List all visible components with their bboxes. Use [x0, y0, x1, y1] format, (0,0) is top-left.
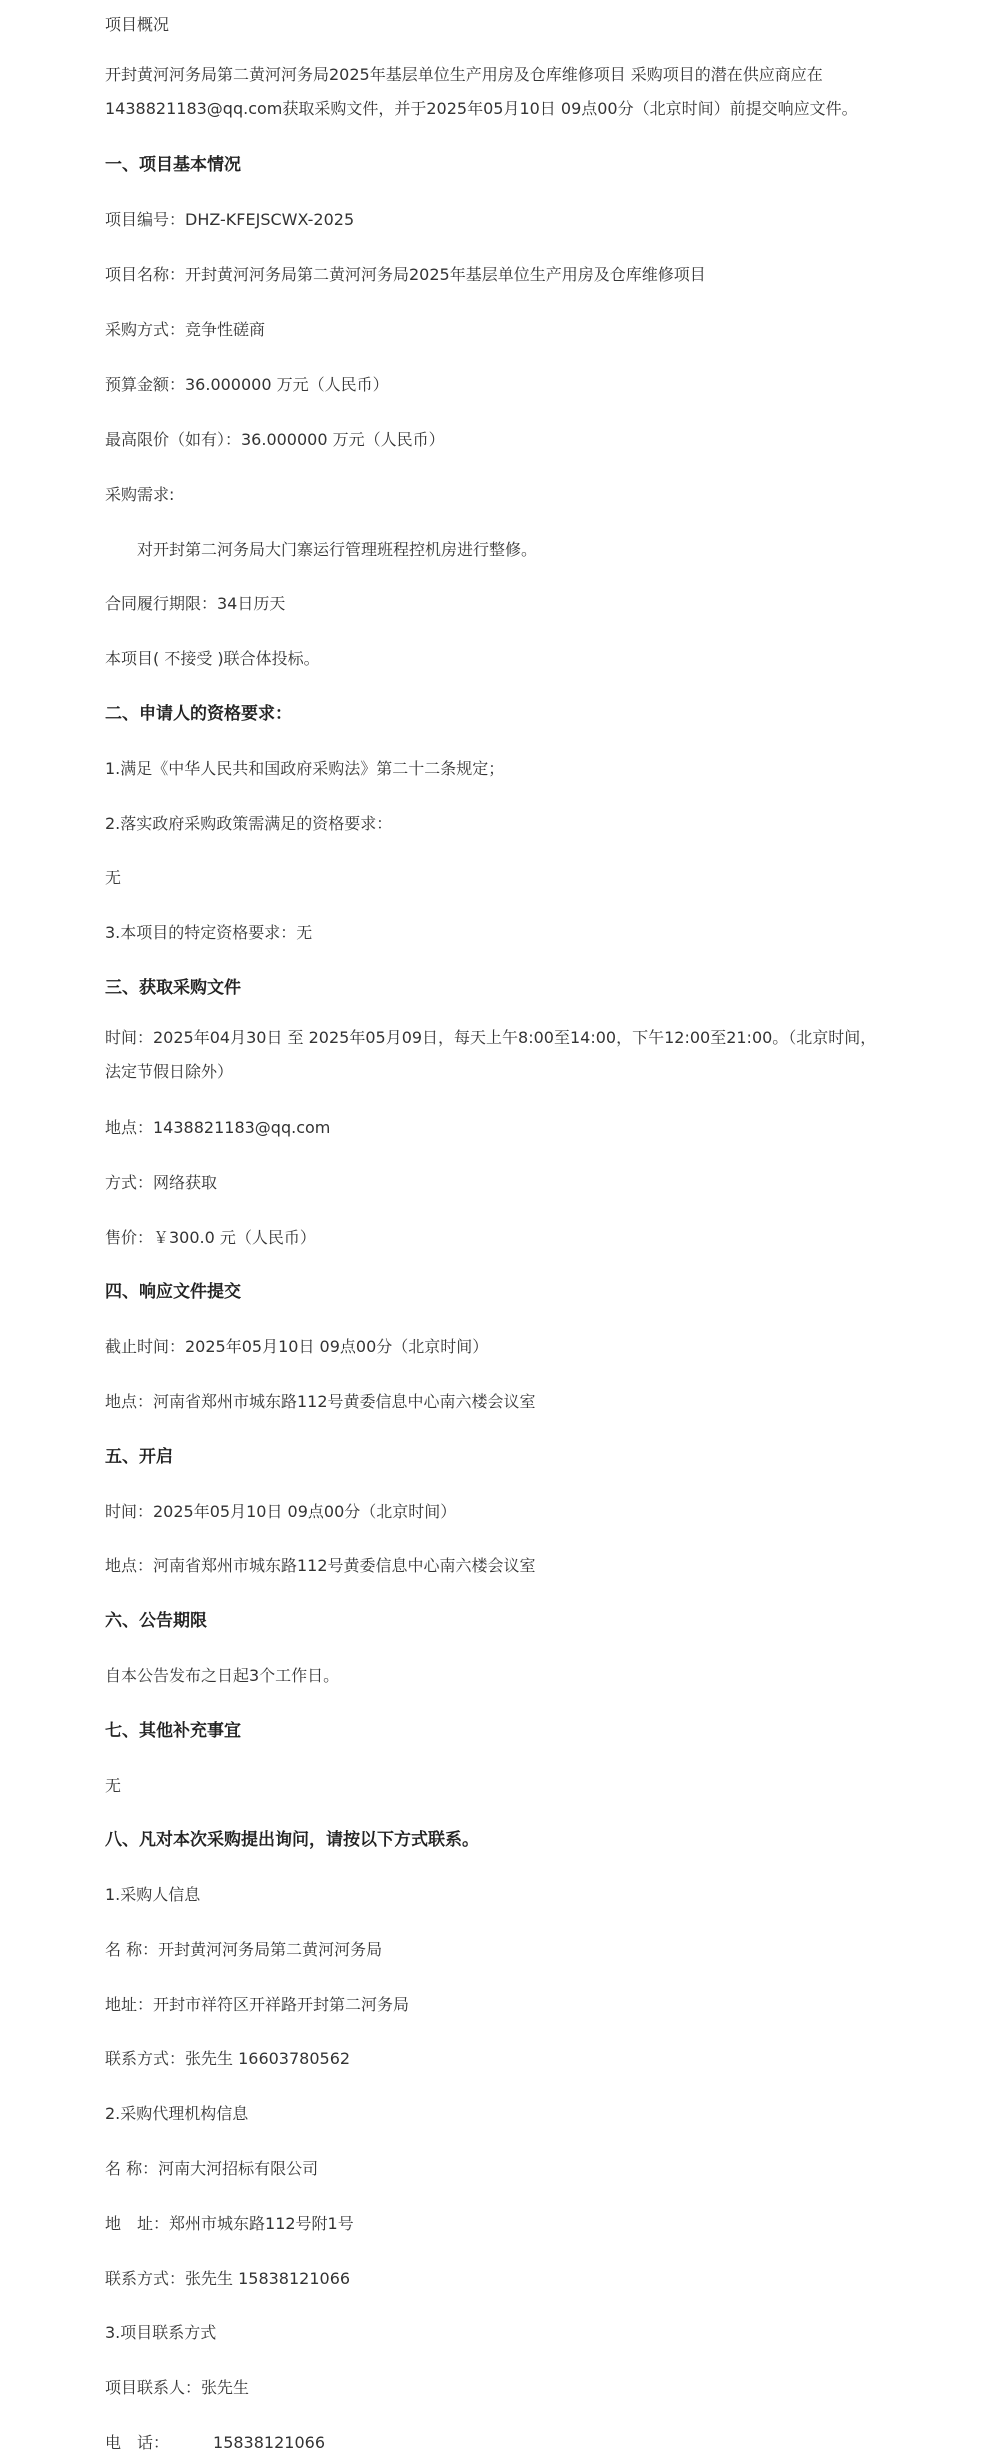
overview-title: 项目概况 [105, 15, 170, 34]
demand-text: 对开封第二河务局大门寨运行管理班程控机房进行整修。 [137, 540, 538, 559]
max-price: 最高限价（如有）：36.000000 万元（人民币） [105, 430, 445, 449]
procurement-method: 采购方式：竞争性磋商 [105, 320, 266, 339]
consortium-note: 本项目( 不接受 )联合体投标。 [105, 649, 320, 668]
section5-heading: 五、开启 [105, 1447, 173, 1467]
requirement-3: 3.本项目的特定资格要求：无 [105, 923, 313, 942]
section1-heading: 一、项目基本情况 [105, 155, 241, 175]
section4-heading: 四、响应文件提交 [105, 1282, 241, 1302]
buyer-contact: 联系方式：张先生 16603780562 [105, 2049, 351, 2068]
project-contact-person: 项目联系人：张先生 [105, 2378, 250, 2397]
section3-heading: 三、获取采购文件 [105, 978, 241, 998]
phone-value: 15838121066 [213, 2433, 325, 2452]
overview-intro: 开封黄河河务局第二黄河河务局2025年基层单位生产用房及仓库维修项目 采购项目的潜在供应商应在1438821183@qq.com获取采购文件，并于2025年05月10日 09点00分（北京时间）前提交响应文件。 [105, 65, 858, 118]
contract-term: 合同履行期限：34日历天 [105, 594, 286, 613]
agency-info-title: 2.采购代理机构信息 [105, 2104, 249, 2123]
requirement-1: 1.满足《中华人民共和国政府采购法》第二十二条规定； [105, 759, 505, 778]
agency-name: 名 称：河南大河招标有限公司 [105, 2159, 319, 2178]
phone-label: 电 话： [105, 2433, 170, 2452]
submit-deadline: 截止时间：2025年05月10日 09点00分（北京时间） [105, 1337, 489, 1356]
agency-address-value: 郑州市城东路112号附1号 [169, 2214, 354, 2233]
requirement-2: 2.落实政府采购政策需满足的资格要求： [105, 814, 393, 833]
obtain-way: 方式：网络获取 [105, 1173, 218, 1192]
buyer-address: 地址：开封市祥符区开祥路开封第二河务局 [105, 1995, 410, 2014]
obtain-time: 时间：2025年04月30日 至 2025年05月09日，每天上午8:00至14:00，下午12:00至21:00。（北京时间，法定节假日除外） [105, 1028, 877, 1081]
opening-time: 时间：2025年05月10日 09点00分（北京时间） [105, 1502, 457, 1521]
other-matters: 无 [105, 1776, 122, 1795]
document-price: 售价：￥300.0 元（人民币） [105, 1228, 316, 1247]
submit-place: 地点：河南省郑州市城东路112号黄委信息中心南六楼会议室 [105, 1392, 536, 1411]
agency-address-label: 地 址： [105, 2214, 170, 2233]
section6-heading: 六、公告期限 [105, 1611, 207, 1631]
buyer-info-title: 1.采购人信息 [105, 1885, 201, 1904]
opening-place: 地点：河南省郑州市城东路112号黄委信息中心南六楼会议室 [105, 1556, 536, 1575]
project-number: 项目编号：DHZ-KFEJSCWX-2025 [105, 210, 355, 229]
budget-amount: 预算金额：36.000000 万元（人民币） [105, 375, 389, 394]
buyer-name: 名 称：开封黄河河务局第二黄河河务局 [105, 1940, 383, 1959]
agency-contact: 联系方式：张先生 15838121066 [105, 2269, 351, 2288]
requirement-2-value: 无 [105, 868, 122, 887]
section8-heading: 八、凡对本次采购提出询问，请按以下方式联系。 [105, 1830, 479, 1850]
notice-period: 自本公告发布之日起3个工作日。 [105, 1666, 340, 1685]
project-name: 项目名称：开封黄河河务局第二黄河河务局2025年基层单位生产用房及仓库维修项目 [105, 265, 706, 284]
demand-label: 采购需求: [105, 485, 175, 504]
agency-address [105, 2213, 354, 2235]
project-phone [105, 2432, 325, 2454]
section7-heading: 七、其他补充事宜 [105, 1721, 241, 1741]
section2-heading: 二、申请人的资格要求： [105, 704, 292, 724]
project-contact-title: 3.项目联系方式 [105, 2323, 217, 2342]
obtain-place: 地点：1438821183@qq.com [105, 1118, 331, 1137]
